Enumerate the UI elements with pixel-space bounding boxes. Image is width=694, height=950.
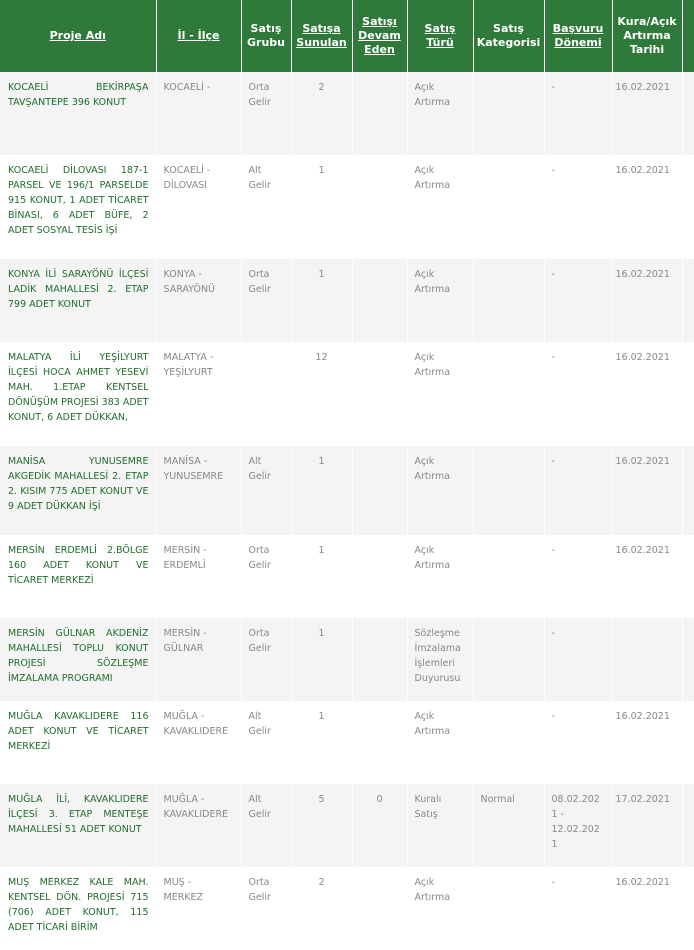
cell-city-district bbox=[156, 259, 241, 342]
cell-sales-category-text: Normal bbox=[480, 794, 515, 805]
cell-extra bbox=[682, 155, 694, 259]
cell-application-period bbox=[544, 784, 612, 867]
header-sales-category-label: Satış Kategorisi bbox=[476, 22, 541, 49]
cell-project-name bbox=[0, 535, 156, 618]
cell-sales-type bbox=[407, 535, 473, 618]
cell-ongoing bbox=[352, 446, 407, 535]
header-city-district-label: İl - İlçe bbox=[177, 29, 220, 42]
cell-city-district-text: MUĞLA - KAVAKLIDERE bbox=[163, 711, 229, 737]
cell-sales-category bbox=[473, 259, 544, 342]
cell-sales-type bbox=[407, 446, 473, 535]
cell-application-period-text: - bbox=[551, 352, 555, 363]
cell-sales-group bbox=[241, 342, 291, 446]
cell-sales-type bbox=[407, 618, 473, 701]
cell-draw-date bbox=[612, 155, 682, 259]
cell-sales-type-text: Açık Artırma bbox=[414, 456, 451, 482]
cell-draw-date-text: 16.02.2021 bbox=[615, 877, 670, 888]
cell-sales-group-text: Orta Gelir bbox=[248, 628, 271, 654]
cell-sales-group bbox=[241, 535, 291, 618]
cell-offered-text: 1 bbox=[318, 456, 325, 467]
cell-sales-type-text: Açık Artırma bbox=[414, 82, 451, 108]
cell-sales-type-text: Açık Artırma bbox=[414, 165, 451, 191]
cell-sales-group bbox=[241, 155, 291, 259]
cell-extra bbox=[682, 618, 694, 701]
cell-sales-group-text: Orta Gelir bbox=[248, 82, 271, 108]
cell-project-name bbox=[0, 701, 156, 784]
cell-sales-type-text: Açık Artırma bbox=[414, 711, 451, 737]
table-header-row bbox=[0, 0, 694, 72]
cell-draw-date-text: 16.02.2021 bbox=[615, 82, 670, 93]
cell-draw-date bbox=[612, 72, 682, 155]
header-extra bbox=[682, 0, 694, 72]
cell-city-district-text: MALATYA - YEŞİLYURT bbox=[163, 352, 214, 378]
cell-city-district-text: MUŞ - MERKEZ bbox=[163, 877, 204, 903]
header-application-period-label: Başvuru Dönemi bbox=[552, 22, 604, 49]
cell-city-district bbox=[156, 701, 241, 784]
cell-project-name bbox=[0, 155, 156, 259]
cell-project-name-text: MUĞLA İLİ, KAVAKLIDERE İLÇESİ 3. ETAP MENTEŞE MAHALLESİ 51 ADET KONUT bbox=[8, 794, 149, 835]
cell-city-district-text: MERSİN - ERDEMLİ bbox=[163, 545, 207, 571]
cell-project-name-text: MALATYA İLİ YEŞİLYURT İLÇESİ HOCA AHMET YESEVİ MAH. 1.ETAP KENTSEL DÖNÜŞÜM PROJESİ 383 ADET KONUT, 6 ADET DÜKKAN, bbox=[8, 352, 149, 423]
cell-extra bbox=[682, 701, 694, 784]
cell-draw-date-text: 16.02.2021 bbox=[615, 545, 670, 556]
cell-offered bbox=[291, 342, 352, 446]
cell-ongoing bbox=[352, 701, 407, 784]
cell-project-name bbox=[0, 72, 156, 155]
cell-application-period bbox=[544, 701, 612, 784]
cell-sales-category bbox=[473, 701, 544, 784]
header-sales-group-label: Satış Grubu bbox=[247, 22, 285, 49]
cell-offered-text: 2 bbox=[318, 877, 325, 888]
cell-project-name-text: KONYA İLİ SARAYÖNÜ İLÇESİ LADİK MAHALLESİ 2. ETAP 799 ADET KONUT bbox=[8, 269, 149, 310]
cell-city-district bbox=[156, 342, 241, 446]
cell-sales-group-text: Alt Gelir bbox=[248, 711, 271, 737]
cell-extra bbox=[682, 446, 694, 535]
header-sales-category bbox=[473, 0, 544, 72]
cell-application-period bbox=[544, 155, 612, 259]
cell-offered bbox=[291, 155, 352, 259]
table-row[interactable] bbox=[0, 155, 694, 259]
table-row[interactable] bbox=[0, 259, 694, 342]
cell-sales-group bbox=[241, 446, 291, 535]
cell-application-period bbox=[544, 342, 612, 446]
cell-extra bbox=[682, 867, 694, 950]
cell-offered-text: 1 bbox=[318, 165, 325, 176]
cell-project-name-text: MANİSA YUNUSEMRE AKGEDİK MAHALLESİ 2. ETAP 2. KISIM 775 ADET KONUT VE 9 ADET DÜKKAN İŞİ bbox=[8, 456, 149, 512]
cell-sales-group-text: Alt Gelir bbox=[248, 794, 271, 820]
cell-ongoing bbox=[352, 155, 407, 259]
cell-sales-group-text: Orta Gelir bbox=[248, 877, 271, 903]
header-sales-type-label: Satış Türü bbox=[424, 22, 456, 49]
cell-draw-date bbox=[612, 259, 682, 342]
cell-draw-date-text: 17.02.2021 bbox=[615, 794, 670, 805]
cell-ongoing bbox=[352, 259, 407, 342]
cell-sales-type bbox=[407, 342, 473, 446]
cell-sales-group-text: Orta Gelir bbox=[248, 545, 271, 571]
cell-offered-text: 1 bbox=[318, 628, 325, 639]
cell-application-period bbox=[544, 535, 612, 618]
cell-draw-date-text: 16.02.2021 bbox=[615, 165, 670, 176]
header-project-name[interactable] bbox=[0, 0, 156, 72]
cell-sales-category bbox=[473, 784, 544, 867]
cell-offered-text: 12 bbox=[315, 352, 328, 363]
cell-application-period-text: - bbox=[551, 82, 555, 93]
cell-ongoing bbox=[352, 618, 407, 701]
table-row[interactable] bbox=[0, 342, 694, 446]
header-sales-type[interactable] bbox=[407, 0, 473, 72]
cell-sales-group-text: Orta Gelir bbox=[248, 269, 271, 295]
table-row[interactable] bbox=[0, 446, 694, 535]
cell-sales-type-text: Açık Artırma bbox=[414, 352, 451, 378]
cell-sales-category bbox=[473, 72, 544, 155]
cell-city-district-text: MUĞLA - KAVAKLIDERE bbox=[163, 794, 229, 820]
header-draw-date bbox=[612, 0, 682, 72]
cell-application-period bbox=[544, 259, 612, 342]
table-row[interactable] bbox=[0, 867, 694, 950]
cell-draw-date bbox=[612, 446, 682, 535]
cell-project-name-text: KOCAELİ BEKİRPAŞA TAVŞANTEPE 396 KONUT bbox=[8, 82, 149, 108]
cell-draw-date bbox=[612, 784, 682, 867]
cell-city-district-text: MERSİN - GÜLNAR bbox=[163, 628, 207, 654]
cell-offered bbox=[291, 867, 352, 950]
cell-ongoing bbox=[352, 784, 407, 867]
cell-application-period bbox=[544, 618, 612, 701]
cell-sales-type bbox=[407, 867, 473, 950]
cell-sales-type bbox=[407, 259, 473, 342]
cell-project-name bbox=[0, 618, 156, 701]
cell-sales-group-text: Alt Gelir bbox=[248, 456, 271, 482]
cell-sales-type bbox=[407, 784, 473, 867]
cell-sales-type-text: Kuralı Satış bbox=[414, 794, 442, 820]
cell-project-name-text: MUĞLA KAVAKLIDERE 116 ADET KONUT VE TİCARET MERKEZİ bbox=[8, 711, 149, 752]
table-row[interactable] bbox=[0, 701, 694, 784]
header-sales-group bbox=[241, 0, 291, 72]
cell-sales-group bbox=[241, 259, 291, 342]
cell-city-district bbox=[156, 618, 241, 701]
cell-city-district-text: KOCAELİ - bbox=[163, 82, 211, 93]
cell-draw-date bbox=[612, 701, 682, 784]
cell-project-name-text: MERSİN ERDEMLİ 2.BÖLGE 160 ADET KONUT VE TİCARET MERKEZİ bbox=[8, 545, 149, 586]
header-offered[interactable] bbox=[291, 0, 352, 72]
table-row[interactable] bbox=[0, 618, 694, 701]
cell-sales-group bbox=[241, 618, 291, 701]
cell-extra bbox=[682, 72, 694, 155]
cell-offered bbox=[291, 618, 352, 701]
cell-city-district-text: KONYA - SARAYÖNÜ bbox=[163, 269, 216, 295]
cell-draw-date bbox=[612, 535, 682, 618]
table-row[interactable] bbox=[0, 535, 694, 618]
cell-extra bbox=[682, 259, 694, 342]
header-city-district[interactable] bbox=[156, 0, 241, 72]
header-offered-label: Satışa Sunulan bbox=[296, 22, 347, 49]
table-row[interactable] bbox=[0, 784, 694, 867]
cell-draw-date-text: 16.02.2021 bbox=[615, 352, 670, 363]
header-project-name-label: Proje Adı bbox=[49, 29, 106, 42]
cell-project-name bbox=[0, 342, 156, 446]
cell-sales-type bbox=[407, 72, 473, 155]
cell-application-period bbox=[544, 867, 612, 950]
header-draw-date-label: Kura/Açık Artırma Tarihi bbox=[617, 15, 677, 56]
header-ongoing[interactable] bbox=[352, 0, 407, 72]
cell-sales-group-text: Alt Gelir bbox=[248, 165, 271, 191]
cell-sales-type-text: Açık Artırma bbox=[414, 877, 451, 903]
cell-extra bbox=[682, 784, 694, 867]
cell-city-district bbox=[156, 867, 241, 950]
cell-ongoing bbox=[352, 867, 407, 950]
cell-draw-date-text: 16.02.2021 bbox=[615, 456, 670, 467]
cell-application-period-text: - bbox=[551, 877, 555, 888]
cell-ongoing bbox=[352, 72, 407, 155]
cell-offered bbox=[291, 701, 352, 784]
cell-sales-type-text: Sözleşme İmzalama İşlemleri Duyurusu bbox=[414, 628, 461, 684]
cell-application-period-text: - bbox=[551, 269, 555, 280]
cell-sales-category bbox=[473, 155, 544, 259]
cell-offered-text: 1 bbox=[318, 545, 325, 556]
cell-offered bbox=[291, 784, 352, 867]
cell-application-period-text: - bbox=[551, 628, 555, 639]
cell-application-period bbox=[544, 72, 612, 155]
cell-application-period-text: - bbox=[551, 456, 555, 467]
cell-sales-group bbox=[241, 867, 291, 950]
cell-extra bbox=[682, 535, 694, 618]
cell-city-district-text: MANİSA - YUNUSEMRE bbox=[163, 456, 224, 482]
cell-ongoing-text: 0 bbox=[376, 794, 383, 805]
cell-draw-date bbox=[612, 867, 682, 950]
cell-draw-date-text: 16.02.2021 bbox=[615, 269, 670, 280]
cell-sales-category bbox=[473, 618, 544, 701]
cell-offered bbox=[291, 72, 352, 155]
cell-ongoing bbox=[352, 535, 407, 618]
cell-offered-text: 5 bbox=[318, 794, 325, 805]
cell-sales-group bbox=[241, 72, 291, 155]
cell-project-name-text: MERSİN GÜLNAR AKDENİZ MAHALLESİ TOPLU KONUT PROJESİ SÖZLEŞME İMZALAMA PROGRAMI bbox=[8, 628, 149, 684]
cell-ongoing bbox=[352, 342, 407, 446]
cell-city-district bbox=[156, 72, 241, 155]
cell-application-period-text: - bbox=[551, 711, 555, 722]
cell-sales-group bbox=[241, 784, 291, 867]
cell-sales-category bbox=[473, 535, 544, 618]
table-body bbox=[0, 72, 694, 950]
cell-draw-date bbox=[612, 618, 682, 701]
cell-sales-type-text: Açık Artırma bbox=[414, 269, 451, 295]
cell-city-district bbox=[156, 446, 241, 535]
cell-project-name bbox=[0, 259, 156, 342]
cell-sales-category bbox=[473, 446, 544, 535]
cell-offered bbox=[291, 446, 352, 535]
cell-sales-type bbox=[407, 155, 473, 259]
cell-application-period bbox=[544, 446, 612, 535]
cell-offered bbox=[291, 259, 352, 342]
cell-sales-group bbox=[241, 701, 291, 784]
cell-application-period-text: 08.02.2021 - 12.02.2021 bbox=[551, 794, 600, 850]
cell-city-district bbox=[156, 784, 241, 867]
cell-application-period-text: - bbox=[551, 165, 555, 176]
cell-offered bbox=[291, 535, 352, 618]
cell-sales-category bbox=[473, 342, 544, 446]
cell-offered-text: 1 bbox=[318, 711, 325, 722]
cell-application-period-text: - bbox=[551, 545, 555, 556]
cell-sales-type bbox=[407, 701, 473, 784]
cell-offered-text: 2 bbox=[318, 82, 325, 93]
cell-sales-category bbox=[473, 867, 544, 950]
cell-sales-type-text: Açık Artırma bbox=[414, 545, 451, 571]
table-row[interactable] bbox=[0, 72, 694, 155]
cell-project-name bbox=[0, 867, 156, 950]
cell-extra bbox=[682, 342, 694, 446]
cell-draw-date-text: 16.02.2021 bbox=[615, 711, 670, 722]
header-application-period[interactable] bbox=[544, 0, 612, 72]
cell-project-name-text: MUŞ MERKEZ KALE MAH. KENTSEL DÖN. PROJESİ 715 (706) ADET KONUT, 115 ADET TİCARİ BİRİM bbox=[8, 877, 149, 933]
cell-project-name bbox=[0, 784, 156, 867]
cell-city-district bbox=[156, 535, 241, 618]
cell-project-name bbox=[0, 446, 156, 535]
cell-draw-date bbox=[612, 342, 682, 446]
header-ongoing-label: Satışı Devam Eden bbox=[358, 15, 401, 56]
cell-city-district-text: KOCAELİ - DİLOVASI bbox=[163, 165, 211, 191]
cell-project-name-text: KOCAELİ DİLOVASI 187-1 PARSEL VE 196/1 PARSELDE 915 KONUT, 1 ADET TİCARET BİNASI, 6 ADET BÜFE, 2 ADET SOSYAL TESİS İŞİ bbox=[8, 165, 149, 236]
cell-city-district bbox=[156, 155, 241, 259]
cell-offered-text: 1 bbox=[318, 269, 325, 280]
